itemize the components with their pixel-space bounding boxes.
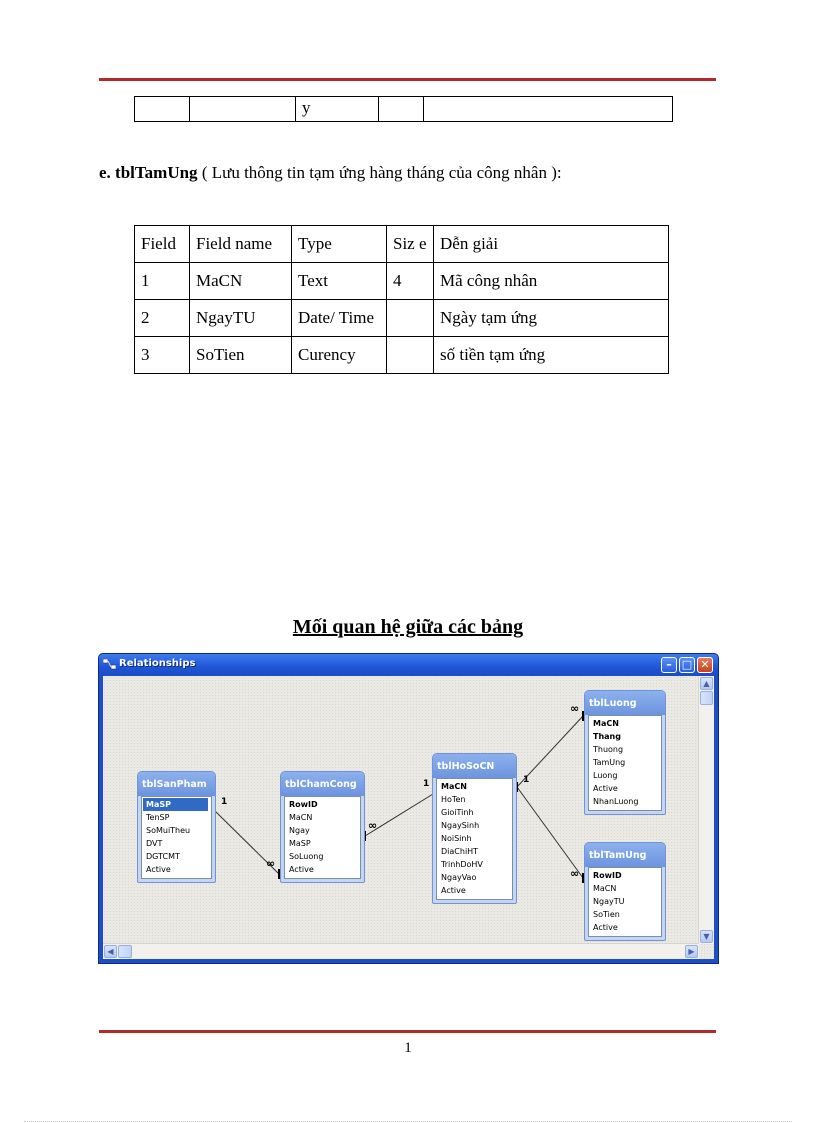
scroll-left-button[interactable] [104,945,117,958]
section-heading-description: ( Lưu thông tin tạm ứng hàng tháng của công nhân ): [197,163,562,182]
table-box-tbltamung[interactable] [584,842,666,941]
field-item[interactable]: MaCN [441,782,467,791]
table-cell [379,97,424,122]
column-header: Field [135,226,190,263]
field-item[interactable]: DVT [146,839,163,848]
table-cell: 3 [135,337,190,374]
field-item[interactable]: Active [441,886,466,895]
table-cell: Text [292,263,387,300]
table-row [135,337,669,374]
table-row [135,263,669,300]
relationships-canvas[interactable] [103,676,714,959]
footer-rule [99,1030,716,1033]
vertical-scroll-thumb[interactable] [700,691,713,705]
field-item[interactable]: TamUng [593,758,626,767]
table-cell [387,337,434,374]
field-item[interactable]: Luong [593,771,618,780]
field-item[interactable]: RowID [289,800,318,809]
table-box-title: tblSanPham [138,772,215,796]
field-item[interactable]: GioiTinh [441,808,474,817]
minimize-button[interactable] [661,657,677,673]
column-header: Field name [190,226,292,263]
minimize-icon: – [666,658,672,671]
vertical-scrollbar[interactable] [698,676,714,944]
field-item[interactable]: NoiSinh [441,834,472,843]
page-edge [24,1121,792,1122]
chevron-up-icon: ▲ [703,679,710,688]
field-item[interactable]: SoMuiTheu [146,826,191,835]
field-item[interactable]: Active [593,784,618,793]
close-icon: ✕ [700,658,710,671]
window-title: Relationships [119,658,196,669]
tamung-field-table [134,225,669,374]
field-item[interactable]: NgayVao [441,873,477,882]
maximize-icon: □ [681,658,693,671]
table-cell: SoTien [190,337,292,374]
table-cell [424,97,673,122]
column-header: Type [292,226,387,263]
link-hoso-tamung [517,787,583,878]
table-box-title: tblTamUng [585,843,665,867]
maximize-button[interactable] [679,657,695,673]
table-cell: MaCN [190,263,292,300]
table-cell: Date/ Time [292,300,387,337]
field-item[interactable]: HoTen [441,795,466,804]
page-number: 1 [404,1040,412,1056]
field-item[interactable]: Ngay [289,826,310,835]
table-cell: 4 [387,263,434,300]
table-cell: Ngày tạm ứng [434,300,669,337]
field-item[interactable]: RowID [593,871,622,880]
field-item[interactable]: Active [146,865,171,874]
table-header-row [135,226,669,263]
field-list [436,778,513,900]
table-cell [387,300,434,337]
field-item[interactable]: Active [593,923,618,932]
section-heading-table-name: e. tblTamUng [99,163,198,182]
field-item[interactable]: SoLuong [289,852,324,861]
column-header: Dễn giải [434,226,669,263]
table-box-tblluong[interactable] [584,690,666,815]
table-cell: số tiền tạm ứng [434,337,669,374]
field-item[interactable]: DGTCMT [146,852,180,861]
field-item[interactable]: NhanLuong [593,797,639,806]
field-item[interactable]: MaCN [593,719,619,728]
field-list [588,867,662,937]
field-item[interactable]: Active [289,865,314,874]
table-cell [135,97,190,122]
close-button[interactable] [697,657,713,673]
field-list [588,715,662,811]
field-item[interactable]: NgayTU [593,897,625,906]
cardinality-many: ∞ [368,819,378,832]
field-item[interactable]: Thuong [593,745,624,754]
table-cell: NgayTU [190,300,292,337]
section-heading [99,163,562,183]
cardinality-many: ∞ [570,867,580,880]
table-box-tblsanpham[interactable] [137,771,216,883]
field-item[interactable]: NgaySinh [441,821,480,830]
field-list [141,796,212,879]
cardinality-one: 1 [423,779,430,789]
cardinality-many: ∞ [570,702,580,715]
field-item[interactable]: MaCN [593,884,617,893]
scroll-up-button[interactable] [700,677,713,690]
table-box-title: tblChamCong [281,772,364,796]
continued-table [134,96,673,122]
table-cell: Curency [292,337,387,374]
field-item[interactable]: SoTien [593,910,620,919]
field-item[interactable]: TenSP [146,813,170,822]
cardinality-one: 1 [221,797,228,807]
table-box-tblhosocn[interactable] [432,753,517,904]
field-item[interactable]: Thang [593,732,621,741]
cardinality-many: ∞ [266,857,276,870]
table-row [135,300,669,337]
horizontal-scrollbar[interactable] [103,943,699,959]
figure-title: Mối quan hệ giữa các bảng [292,616,524,638]
scroll-down-button[interactable] [700,930,713,943]
field-item[interactable]: MaSP [143,798,208,811]
header-rule [99,78,716,81]
table-cell: 1 [135,263,190,300]
table-box-tblchamcong[interactable] [280,771,365,883]
field-item[interactable]: TrinhDoHV [441,860,483,869]
table-row [135,97,673,122]
table-box-title: tblLuong [585,691,665,715]
table-cell: y [296,97,379,122]
field-item[interactable]: MaSP [289,839,311,848]
column-header: Siz e [387,226,434,263]
relationships-window[interactable] [98,653,719,964]
table-cell [190,97,296,122]
field-item[interactable]: MaCN [289,813,313,822]
field-item[interactable]: DiaChiHT [441,847,479,856]
table-box-title: tblHoSoCN [433,754,516,778]
horizontal-scroll-thumb[interactable] [118,945,132,958]
scroll-right-button[interactable] [685,945,698,958]
table-cell: Mã công nhân [434,263,669,300]
chevron-down-icon: ▼ [703,932,710,941]
chevron-left-icon: ◀ [107,947,114,956]
cardinality-one: 1 [523,775,530,785]
table-cell: 2 [135,300,190,337]
window-titlebar[interactable] [99,654,718,676]
chevron-right-icon: ▶ [688,947,695,956]
relationships-icon [103,659,116,670]
field-list [284,796,361,879]
